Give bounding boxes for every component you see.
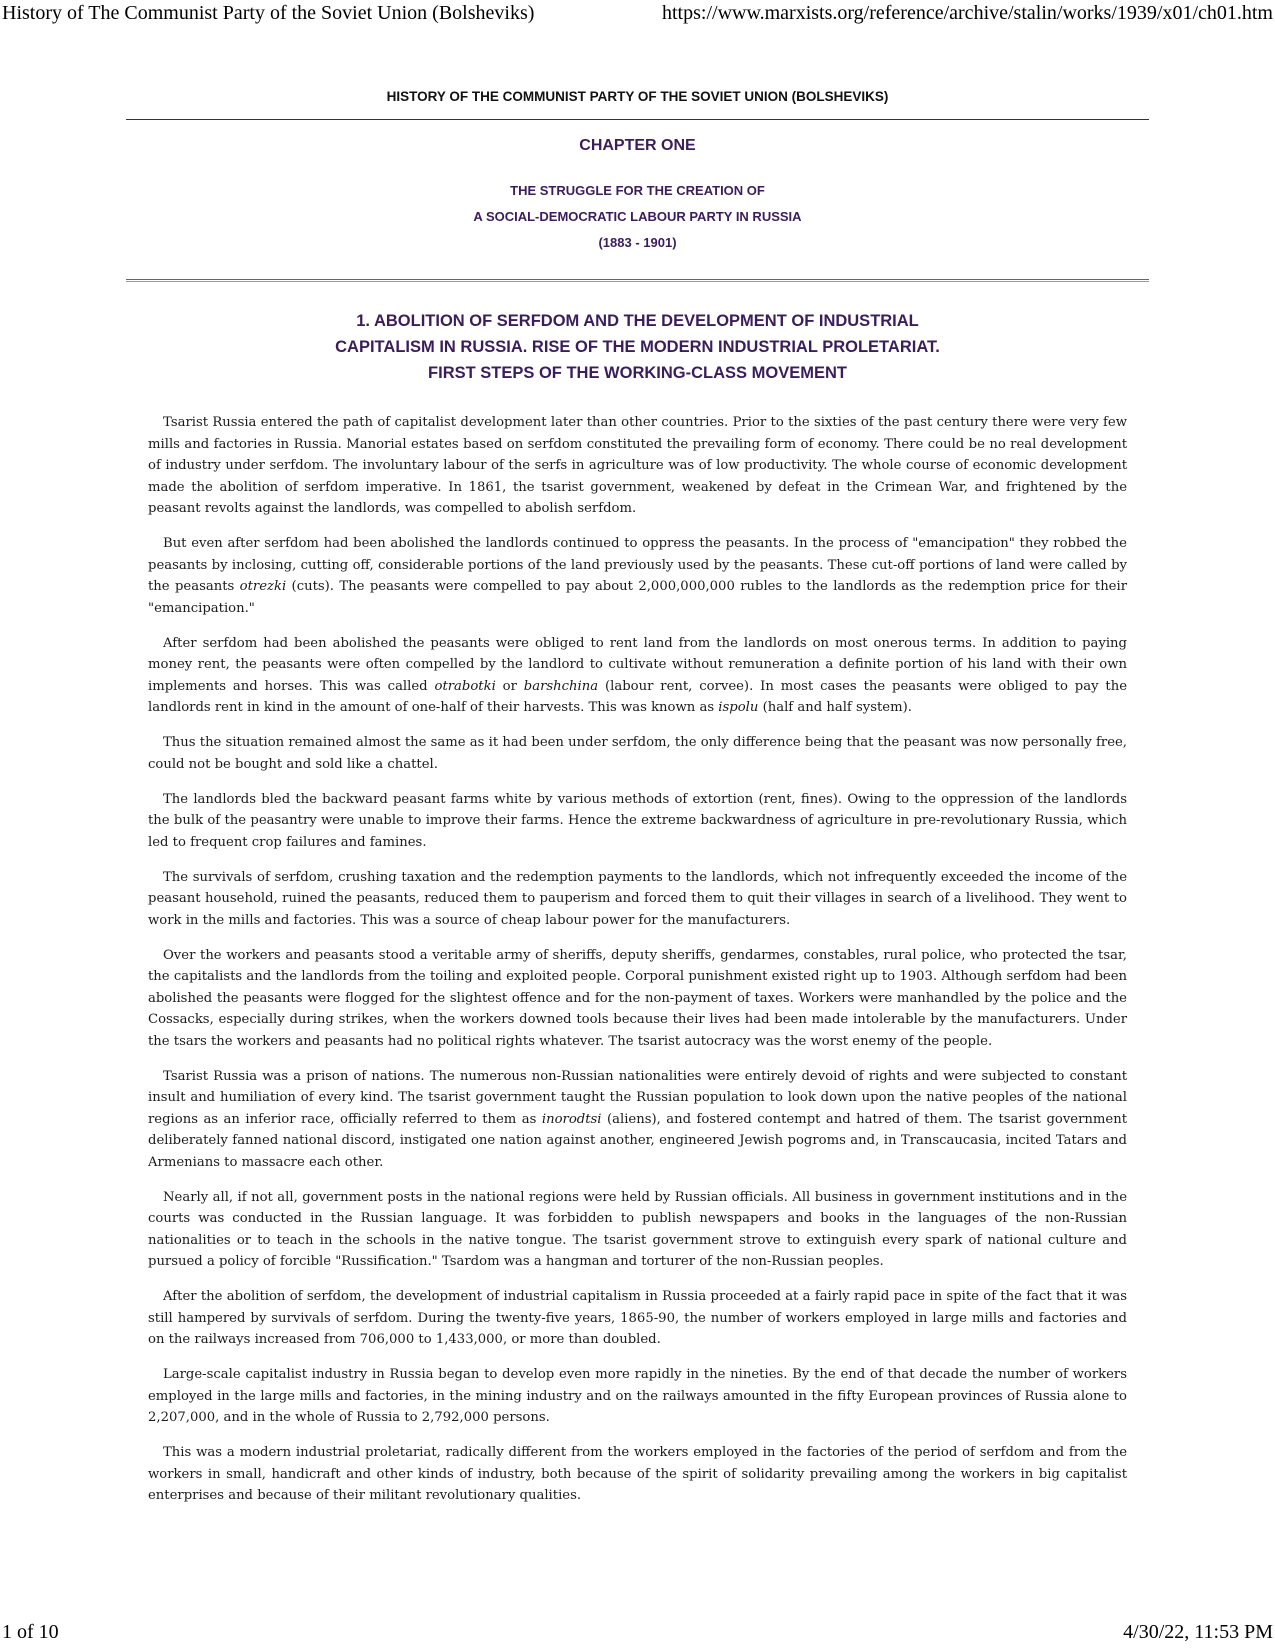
paragraph: Large-scale capitalist industry in Russia began to develop even more rapidly in the nineties. By the end of that decade the number of workers employed in the large mills and factories, in the mining industry and on the railways amounted in the fifty European provinces of Russia alone to 2,207,000, and in the whole of Russia to 2,792,000 persons. — [148, 1367, 1127, 1425]
book-title: HISTORY OF THE COMMUNIST PARTY OF THE SOVIET UNION (BOLSHEVIKS) — [386, 89, 889, 104]
chapter-title-line: A SOCIAL-DEMOCRATIC LABOUR PARTY IN RUSSIA — [473, 209, 802, 224]
print-timestamp: 4/30/22, 11:53 PM — [1123, 1621, 1273, 1643]
term-inorodtsi: inorodtsi — [541, 1111, 602, 1127]
chapter-title — [126, 178, 1149, 256]
print-page-title: History of The Communist Party of the Soviet Union (Bolsheviks) — [2, 2, 535, 24]
section-title-line: FIRST STEPS OF THE WORKING-CLASS MOVEMENT — [428, 364, 847, 382]
document — [126, 78, 1149, 1520]
page-count: 1 of 10 — [2, 1621, 59, 1643]
paragraph: After the abolition of serfdom, the development of industrial capitalism in Russia proceeded at a fairly rapid pace in spite of the fact that it was still hampered by survivals of serfdom. During the twenty-five years, 1865-90, the number of workers employed in large mills and factories and on the railways increased from 706,000 to 1,433,000, or more than doubled. — [148, 1289, 1127, 1347]
paragraph: Over the workers and peasants stood a veritable army of sheriffs, deputy sheriffs, gendarmes, constables, rural police, who protected the tsar, the capitalists and the landlords from the toiling and exploited people. Corporal punishment existed right up to 1903. Although serfdom had been abolished the peasants were flogged for the slightest offence and for the non-payment of taxes. Workers were manhandled by the police and the Cossacks, especially during strikes, when the workers downed tools because their lives had been made intolerable by the manufacturers. Under the tsars the workers and peasants had no political rights whatever. The tsarist autocracy was the worst enemy of the people. — [148, 947, 1127, 1049]
paragraph: But even after serfdom had been abolished the landlords continued to oppress the peasants. In the process of "emancipation" they robbed the peasants by inclosing, cutting off, considerable portions of the land previously used by the peasants. These cut-off portions of land were called by the peasants otrezki (cuts). The peasants were compelled to pay about 2,000,000,000 rubles to the landlords as the redemption price for their "emancipation." — [148, 536, 1128, 616]
chapter-title-line: THE STRUGGLE FOR THE CREATION OF — [510, 183, 765, 198]
term-barshchina: barshchina — [523, 678, 599, 694]
section-title-line: 1. ABOLITION OF SERFDOM AND THE DEVELOPMENT OF INDUSTRIAL — [356, 312, 919, 330]
term-otrabotki: otrabotki — [434, 678, 496, 694]
paragraph: Tsarist Russia entered the path of capitalist development later than other countries. Prior to the sixties of the past century there were very few mills and factories in Russia. Manorial estates based on serfdom constituted the prevailing form of economy. There could be no real development of industry under serfdom. The involuntary labour of the serfs in agriculture was of low productivity. The whole course of economic development made the abolition of serfdom imperative. In 1861, the tsarist government, weakened by defeat in the Crimean War, and frightened by the peasant revolts against the landlords, was compelled to abolish serfdom. — [148, 415, 1127, 516]
paragraph: Thus the situation remained almost the same as it had been under serfdom, the only difference being that the peasant was now personally free, could not be bought and sold like a chattel. — [148, 735, 1127, 772]
chapter-title-line: (1883 - 1901) — [598, 235, 677, 250]
chapter-divider — [126, 279, 1149, 282]
paragraph: Tsarist Russia was a prison of nations. The numerous non-Russian nationalities were entirely devoid of rights and were subjected to constant insult and humiliation of every kind. The tsarist government taught the Russian population to look down upon the native peoples of the national regions as an inferior race, officially referred to them as inorodtsi (aliens), and fostered contempt and hatred of them. The tsarist government deliberately fanned national discord, instigated one nation against another, engineered Jewish pogroms and, in Transcaucasia, incited Tatars and Armenians to massacre each other. — [148, 1068, 1127, 1170]
title-divider — [126, 119, 1149, 120]
paragraph: Nearly all, if not all, government posts in the national regions were held by Russian officials. All business in government institutions and in the courts was conducted in the Russian language. It was forbidden to publish newspapers and books in the languages of the non-Russian nationalities or to teach in the schools in the native tongue. The tsarist government strove to extinguish every spark of national culture and pursued a policy of forcible "Russification." Tsardom was a hangman and torturer of the non-Russian peoples. — [148, 1189, 1127, 1269]
term-ispolu: ispolu — [718, 700, 759, 715]
term-otrezki: otrezki — [239, 579, 287, 594]
chapter-number: CHAPTER ONE — [579, 137, 696, 154]
section-title — [126, 308, 1149, 386]
print-url: https://www.marxists.org/reference/archive/stalin/works/1939/x01/ch01.htm — [662, 2, 1273, 24]
paragraph: After serfdom had been abolished the peasants were obliged to rent land from the landlords on most onerous terms. In addition to paying money rent, the peasants were often compelled by the landlord to cultivate without remuneration a definite portion of his land with their own implements and horses. This was called otrabotki or barshchina (labour rent, corvee). In most cases the peasants were obliged to pay the landlords rent in kind in the amount of one-half of their harvests. This was known as ispolu (half and half system). — [148, 635, 1127, 715]
paragraph: The landlords bled the backward peasant farms white by various methods of extortion (rent, fines). Owing to the oppression of the landlords the bulk of the peasantry were unable to improve their farms. Hence the extreme backwardness of agriculture in pre-revolutionary Russia, which led to frequent crop failures and famines. — [148, 791, 1127, 850]
body-text — [148, 412, 1127, 1507]
section-title-line: CAPITALISM IN RUSSIA. RISE OF THE MODERN INDUSTRIAL PROLETARIAT. — [335, 338, 940, 356]
paragraph: This was a modern industrial proletariat, radically different from the workers employed in the factories of the period of serfdom and from the workers in small, handicraft and other kinds of industry, both because of the spirit of solidarity prevailing among the workers in big capitalist enterprises and because of their militant revolutionary qualities. — [148, 1445, 1127, 1503]
paragraph: The survivals of serfdom, crushing taxation and the redemption payments to the landlords, which not infrequently exceeded the income of the peasant household, ruined the peasants, reduced them to pauperism and forced them to quit their villages in search of a livelihood. They went to work in the mills and factories. This was a source of cheap labour power for the manufacturers. — [148, 869, 1127, 928]
